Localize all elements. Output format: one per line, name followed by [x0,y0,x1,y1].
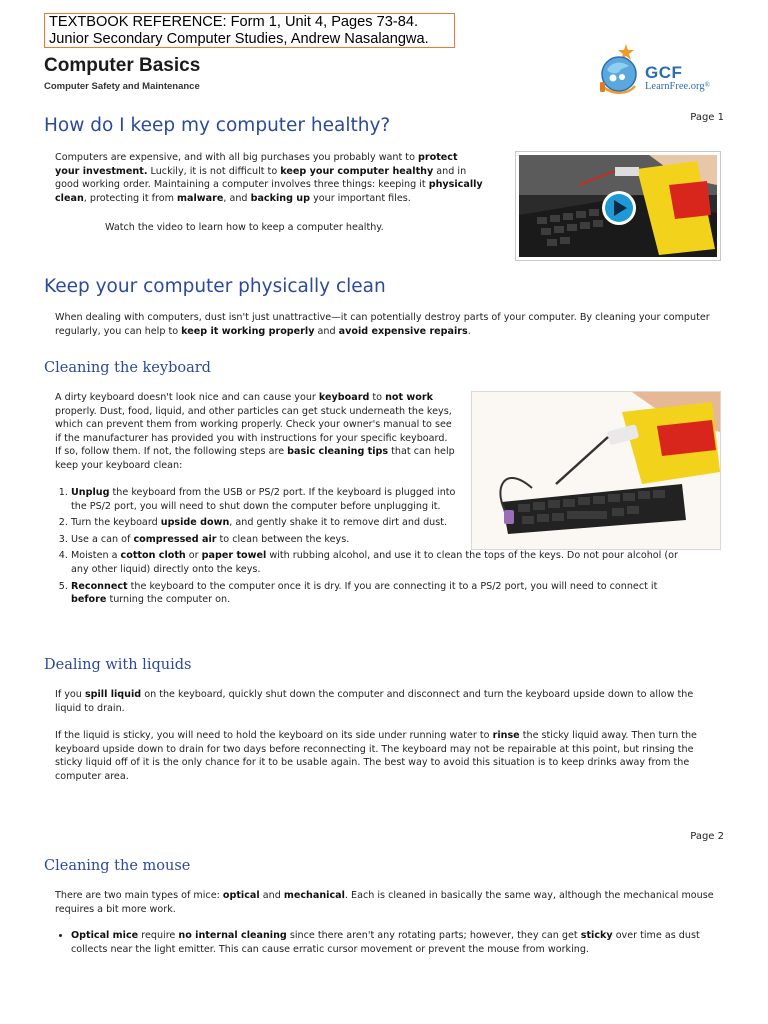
text-run: , and gently shake it to remove dirt and dust. [229,517,448,529]
bold-text: protect your investment. [55,152,458,177]
bold-text: spill liquid [84,689,142,700]
heading-cleaning-mouse: Cleaning the mouse [44,858,191,874]
page-number-1: Page 1 [690,112,724,123]
physically-clean-paragraph [55,311,715,338]
keyboard-step-2 [71,516,471,530]
bold-text: Unplug [71,487,110,498]
bold-text: Optical mice [71,930,139,941]
mouse-intro-paragraph [55,889,715,916]
bold-text: avoid expensive repairs [338,325,468,337]
reference-line-1: TEXTBOOK REFERENCE: Form 1, Unit 4, Pages 73-84. [49,14,419,30]
text-run: Use a can of [71,533,134,545]
keyboard-cleaning-photo [471,391,721,550]
text-run: with rubbing alcohol, and use it to clean the tops of the keys. Do not pour alcohol (or any other liquid) directly onto the keys. [71,550,678,575]
bold-text: keyboard [318,392,370,403]
bold-text: physically clean [55,179,483,204]
text-run: the keyboard to the computer once it is dry. If you are connecting it to a PS/2 port, you will need to connect it [127,580,658,592]
bold-text: mechanical [283,890,345,901]
text-run: Turn the keyboard [71,517,161,529]
text-run: Computers are expensive, and with all big purchases you probably want to [55,152,418,163]
text-run: If you [55,689,85,700]
reference-line-2: Junior Secondary Computer Studies, Andrew Nasalangwa. [49,30,429,47]
text-run: to [369,392,386,403]
heading-keep-physically-clean: Keep your computer physically clean [44,276,386,297]
page-number-2: Page 2 [690,831,724,842]
logo-learnfree-text [645,81,710,92]
keyboard-step-5 [71,580,693,607]
text-run: A dirty keyboard doesn't look nice and can cause your [55,392,319,403]
text-run: There are two main types of mice: [55,890,223,901]
text-run: since there aren't any rotating parts; however, they can get [286,930,581,941]
keyboard-intro-paragraph [55,391,455,473]
document-title: Computer Basics [44,55,201,76]
text-run: When dealing with computers, dust isn't just unattractive—it can potentially destroy parts of your computer. By cleaning your computer regularly, you can help to [55,312,710,337]
heading-dealing-with-liquids: Dealing with liquids [44,657,192,673]
bold-text: optical [222,890,260,901]
text-run: and [259,890,284,901]
video-prompt-text: Watch the video to learn how to keep a computer healthy. [105,222,384,233]
liquids-paragraph-1 [55,688,715,715]
video-thumbnail[interactable] [515,151,721,261]
text-run: on the keyboard, quickly shut down the computer and disconnect and turn the keyboard upside down to allow the liquid to drain. [55,689,694,714]
bold-text: sticky [580,930,613,941]
play-icon[interactable] [601,189,631,219]
gcf-learnfree-logo[interactable] [599,44,729,98]
text-run: . [467,325,471,337]
text-run: your important files. [310,192,411,204]
text-run: the keyboard from the USB or PS/2 port. If the keyboard is plugged into the PS/2 port, you will need to shut down the computer before unplugging it. [71,487,456,512]
keyboard-cleaning-steps [54,486,678,610]
optical-mice-item [71,929,711,956]
mouse-cleaning-list [54,929,711,959]
logo-gcf-text: GCF [645,63,683,82]
text-run: or [185,550,202,562]
keyboard-step-4 [71,549,693,576]
keyboard-spray-image [472,392,720,549]
text-run: the sticky liquid away. Then turn the keyboard upside down to drain for two days before reconnecting it. The keyboard may not be repairable at this point, but rinsing the sticky liquid off of it is the only chance for it to be usable again. The best way to avoid this situation is to keep drinks away from the computer area. [55,730,697,782]
text-run: If the liquid is sticky, you will need to hold the keyboard on its side under running water to [55,730,493,741]
gcf-globe-icon [599,44,645,98]
bold-text: rinse [492,730,520,741]
bold-text: paper towel [201,550,267,562]
text-run: , and [223,192,251,204]
logo-learnfree-name: LearnFree.org [645,81,705,92]
text-run: turning the computer on. [106,594,231,606]
heading-keep-computer-healthy: How do I keep my computer healthy? [44,115,391,136]
liquids-paragraph-2 [55,729,715,783]
text-run: over time as dust collects near the light emitter. This can cause erratic cursor movement or prevent the mouse from working. [71,930,700,955]
text-run: require [138,930,179,941]
bold-text: Reconnect [71,580,128,592]
text-run: to clean between the keys. [216,533,350,545]
bold-text: keep it working properly [181,325,315,337]
text-run: Luckily, it is not difficult to [147,165,281,177]
text-run: , protecting it from [83,192,178,204]
bold-text: upside down [160,517,230,529]
bold-text: cotton cloth [120,550,186,562]
text-run: properly. Dust, food, liquid, and other particles can get stuck underneath the keys, which can prevent them from working properly. Check your owner's manual to see if the manufacturer has provided you with instructions for your specific keyboard. If so, follow them. If not, the following steps are [55,405,452,458]
healthy-intro-paragraph [55,151,483,205]
text-run: and in good working order. Maintaining a computer involves three things: keeping it [55,165,467,191]
document-subtitle: Computer Safety and Maintenance [44,81,200,92]
bold-text: no internal cleaning [178,930,287,941]
text-run: Moisten a [71,550,121,562]
keyboard-step-1 [71,486,471,513]
text-run: and [314,325,339,337]
bold-text: backing up [250,192,311,204]
logo-registered-mark: ® [704,81,710,89]
bold-text: not work [385,392,433,403]
text-run: . Each is cleaned in basically the same way, although the mechanical mouse requires a bit more work. [55,890,714,915]
bold-text: malware [177,192,224,204]
textbook-reference-box [44,13,455,48]
text-run: that can help keep your keyboard clean: [55,446,455,471]
heading-cleaning-keyboard: Cleaning the keyboard [44,360,211,376]
bold-text: keep your computer healthy [280,165,434,177]
bold-text: compressed air [133,533,217,545]
keyboard-step-3 [71,533,471,547]
bold-text: before [71,594,107,606]
bold-text: basic cleaning tips [287,446,389,458]
